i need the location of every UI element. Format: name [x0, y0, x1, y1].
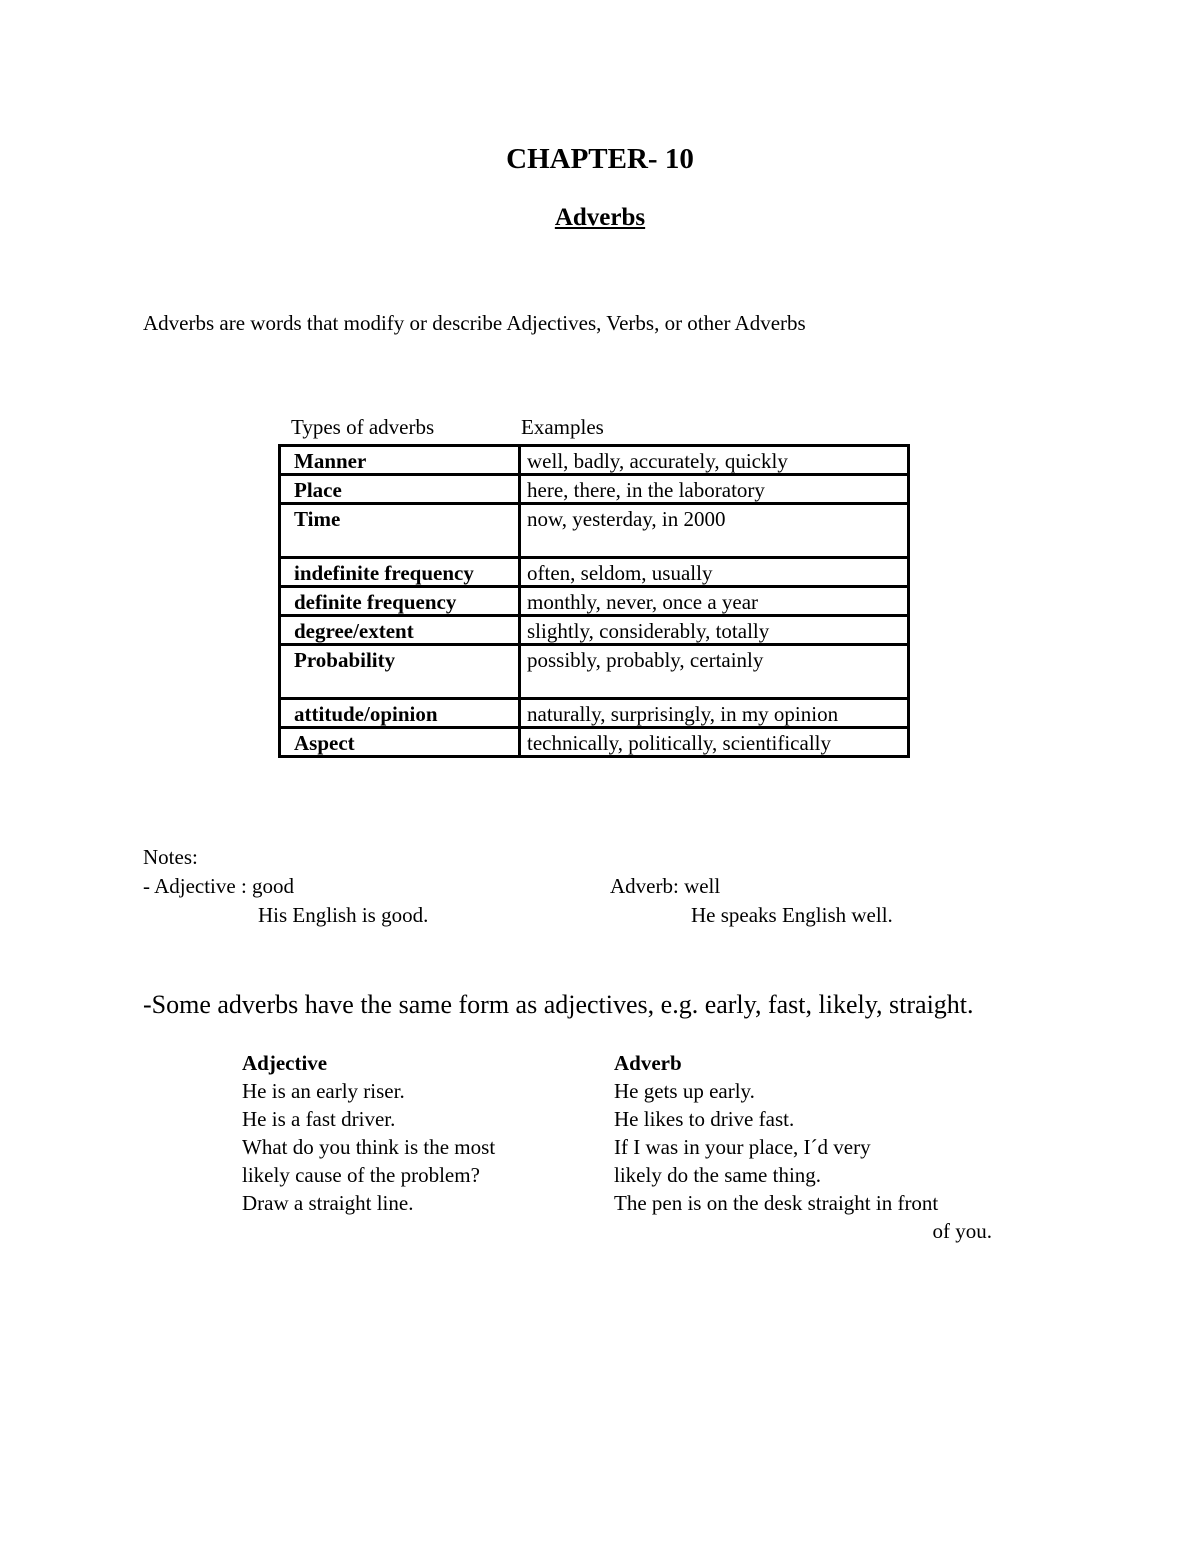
adverb-heading: Adverb	[614, 1051, 682, 1075]
adverb-example-line: of you.	[932, 1219, 992, 1243]
table-row	[280, 587, 909, 616]
table-cell-type: Time	[280, 504, 520, 558]
table-column-header-types: Types of adverbs	[291, 415, 435, 439]
table-cell-type: Probability	[280, 645, 520, 699]
table-cell-examples: technically, politically, scientifically	[520, 728, 909, 757]
table-row	[280, 504, 909, 558]
adverb-example-line: likely do the same thing.	[614, 1163, 822, 1187]
table-cell-type: Aspect	[280, 728, 520, 757]
table-cell-type: Place	[280, 475, 520, 504]
table-cell-examples: now, yesterday, in 2000	[520, 504, 909, 558]
table-row	[280, 645, 909, 699]
table-cell-examples: monthly, never, once a year	[520, 587, 909, 616]
table-cell-examples: well, badly, accurately, quickly	[520, 446, 909, 475]
note-adverb-example: He speaks English well.	[691, 903, 893, 927]
table-cell-examples: often, seldom, usually	[520, 558, 909, 587]
table-row	[280, 616, 909, 645]
table-cell-examples: naturally, surprisingly, in my opinion	[520, 699, 909, 728]
table-cell-examples: slightly, considerably, totally	[520, 616, 909, 645]
table-row	[280, 558, 909, 587]
table-cell-type: degree/extent	[280, 616, 520, 645]
adverb-types-table	[278, 444, 910, 758]
notes-label: Notes:	[143, 845, 198, 869]
table-cell-examples: possibly, probably, certainly	[520, 645, 909, 699]
adjective-example-line: likely cause of the problem?	[242, 1163, 480, 1187]
adverb-example-line: He gets up early.	[614, 1079, 755, 1103]
section-title: Adverbs	[554, 204, 646, 231]
note-adjective: - Adjective : good	[143, 874, 295, 898]
adjective-example-line: What do you think is the most	[242, 1135, 496, 1159]
table-row	[280, 446, 909, 475]
adverb-example-line: He likes to drive fast.	[614, 1107, 795, 1131]
intro-text: Adverbs are words that modify or describe Adjectives, Verbs, or other Adverbs	[143, 311, 806, 335]
same-form-statement: -Some adverbs have the same form as adjectives, e.g. early, fast, likely, straight.	[143, 990, 974, 1019]
table-cell-type: attitude/opinion	[280, 699, 520, 728]
table-cell-type: indefinite frequency	[280, 558, 520, 587]
adjective-heading: Adjective	[242, 1051, 328, 1075]
chapter-title: CHAPTER- 10	[506, 143, 694, 175]
note-adjective-example: His English is good.	[258, 903, 429, 927]
adverb-example-line: If I was in your place, I´d very	[614, 1135, 871, 1159]
adjective-example-line: He is a fast driver.	[242, 1107, 396, 1131]
table-cell-type: definite frequency	[280, 587, 520, 616]
adjective-example-line: He is an early riser.	[242, 1079, 405, 1103]
table-cell-type: Manner	[280, 446, 520, 475]
table-row	[280, 728, 909, 757]
note-adverb: Adverb: well	[610, 874, 721, 898]
table-column-header-examples: Examples	[521, 415, 604, 439]
table-row	[280, 699, 909, 728]
adverb-example-line: The pen is on the desk straight in front	[614, 1191, 939, 1215]
adjective-example-line: Draw a straight line.	[242, 1191, 414, 1215]
table-cell-examples: here, there, in the laboratory	[520, 475, 909, 504]
table-row	[280, 475, 909, 504]
adverb-examples-column	[614, 1049, 992, 1245]
adjective-examples-column	[242, 1049, 495, 1217]
